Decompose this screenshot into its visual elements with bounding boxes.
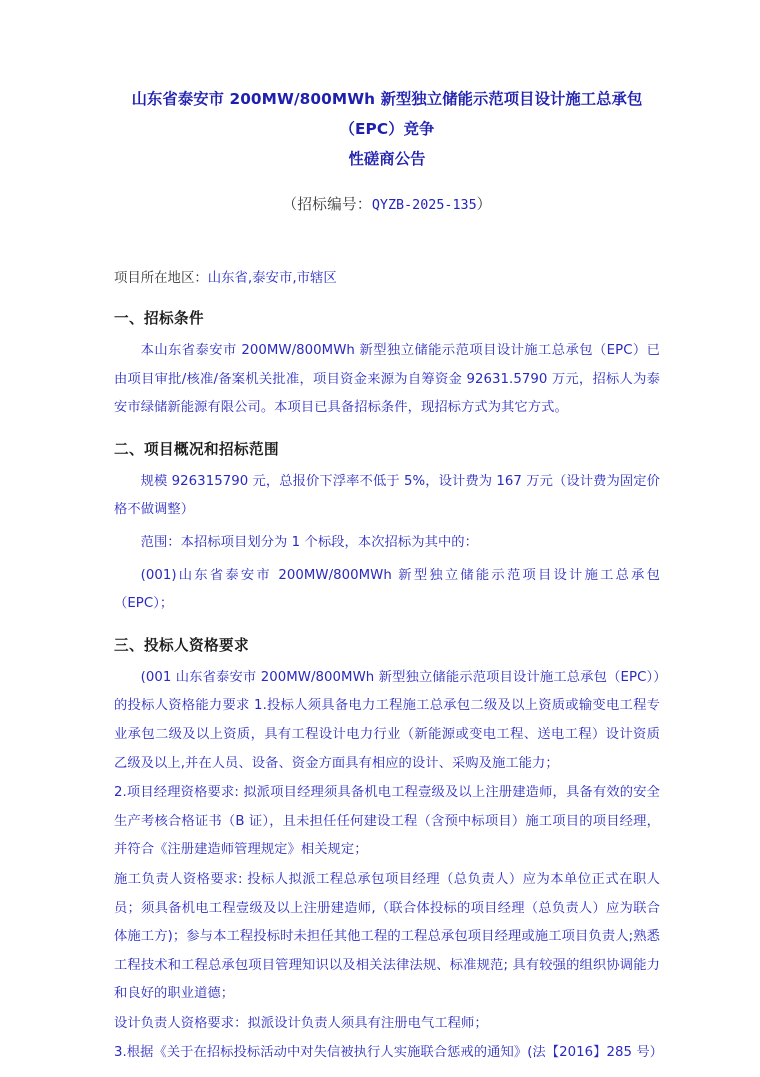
tender-number-suffix: ） [476, 196, 492, 213]
section-2-paragraph-3: (001)山东省泰安市 200MW/800MWh 新型独立储能示范项目设计施工总承包（EPC）； [114, 567, 660, 612]
section-heading-3: 三、投标人资格要求 [114, 636, 249, 654]
section-2-paragraph-1: 规模 926315790 元，总报价下浮率不低于 5%，设计费为 167 万元（设计费为固定价格不做调整） [114, 473, 660, 518]
section-heading-1: 一、招标条件 [114, 310, 204, 327]
title-line-2: 性磋商公告 [348, 150, 426, 168]
section-3-paragraph-4: 设计负责人资格要求：拟派设计负责人须具有注册电气工程师； [114, 1015, 488, 1031]
section-3-paragraph-3: 施工负责人资格要求: 投标人拟派工程总承包项目经理（总负责人）应为本单位正式在职人员；须具备机电工程壹级及以上注册建造师,（联合体投标的项目经理（总负责人）应为联合体施工方)；参与本工程投标时未担任其他工程的工程总承包项目经理或施工项目负责人;熟悉工程技术和工程总承包项目管理知识以及相关法律法规、标准规范; 具有较强的组织协调能力和良好的职业道德； [114, 871, 660, 1002]
section-1-paragraph-1: 本山东省泰安市 200MW/800MWh 新型独立储能示范项目设计施工总承包（EPC）已由项目审批/核准/备案机关批准，项目资金来源为自筹资金 92631.5790 万元，招标人为泰安市绿储新能源有限公司。本项目已具备招标条件，现招标方式为其它方式。 [114, 343, 660, 416]
project-region-line [114, 221, 660, 292]
section-3-paragraph-5: 3.根据《关于在招标投标活动中对失信被执行人实施联合惩戒的通知》(法【2016】285 号） [114, 1045, 664, 1061]
section-heading-2: 二、项目概况和招标范围 [114, 440, 279, 458]
project-region-label: 项目所在地区： [114, 271, 208, 286]
tender-number-line [114, 174, 660, 221]
section-2-paragraph-2: 范围：本招标项目划分为 1 个标段，本次招标为其中的： [140, 534, 478, 550]
document-title [114, 84, 660, 174]
tender-number-prefix: （招标编号： [282, 196, 372, 213]
title-line-1: 山东省泰安市 200MW/800MWh 新型独立储能示范项目设计施工总承包（EPC）竞争 [131, 90, 643, 138]
document-body [114, 84, 664, 1068]
tender-number-value: QYZB-2025-135 [371, 198, 477, 213]
project-region-value: 山东省,泰安市,市辖区 [207, 271, 337, 286]
section-3-paragraph-2: 2.项目经理资格要求: 拟派项目经理须具备机电工程壹级及以上注册建造师，具备有效的安全生产考核合格证书（B 证），且未担任任何建设工程（含预中标项目）施工项目的项目经理，并符合《注册建造师管理规定》相关规定； [114, 785, 660, 858]
section-3-paragraph-1: (001 山东省泰安市 200MW/800MWh 新型独立储能示范项目设计施工总承包（EPC））的投标人资格能力要求 1.投标人须具备电力工程施工总承包二级及以上资质或输变电工程专业承包二级及以上资质，具有工程设计电力行业（新能源或变电工程、送电工程）设计资质乙级及以上,并在人员、设备、资金方面具有相应的设计、采购及施工能力； [114, 669, 660, 771]
